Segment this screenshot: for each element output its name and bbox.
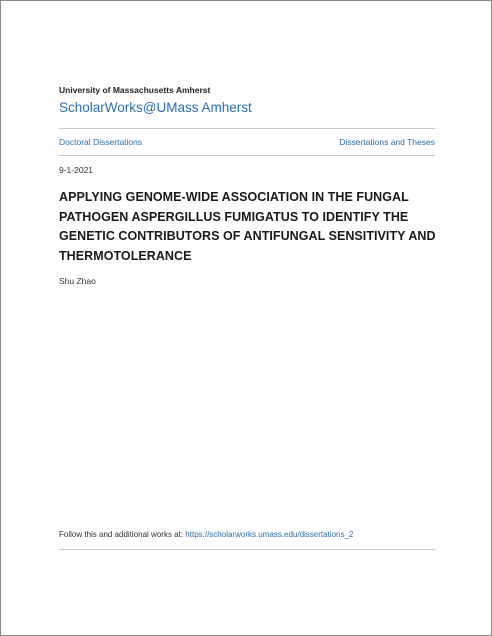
repository-name[interactable]: ScholarWorks@UMass Amherst xyxy=(59,100,252,115)
follow-line xyxy=(59,529,435,540)
cover-content xyxy=(59,81,435,287)
author-name: Shu Zhao xyxy=(59,276,96,286)
collection-links xyxy=(59,129,435,155)
footer xyxy=(59,529,435,550)
institution-name: University of Massachusetts Amherst xyxy=(59,85,211,95)
publication-date: 9-1-2021 xyxy=(59,165,94,175)
document-title: APPLYING GENOME-WIDE ASSOCIATION IN THE FUNGAL PATHOGEN ASPERGILLUS FUMIGATUS TO IDENTIFY THE GENETIC CONTRIBUTORS OF ANTIFUNGAL SENSITIVITY AND THERMOTOLERANCE xyxy=(59,190,436,263)
divider xyxy=(59,155,435,156)
doctoral-dissertations-link[interactable]: Doctoral Dissertations xyxy=(59,137,143,147)
dissertations-and-theses-link[interactable]: Dissertations and Theses xyxy=(339,137,435,147)
follow-text: Follow this and additional works at: xyxy=(59,530,186,539)
follow-link[interactable]: https://scholarworks.umass.edu/dissertations_2 xyxy=(185,530,354,539)
footer-divider xyxy=(59,549,435,550)
